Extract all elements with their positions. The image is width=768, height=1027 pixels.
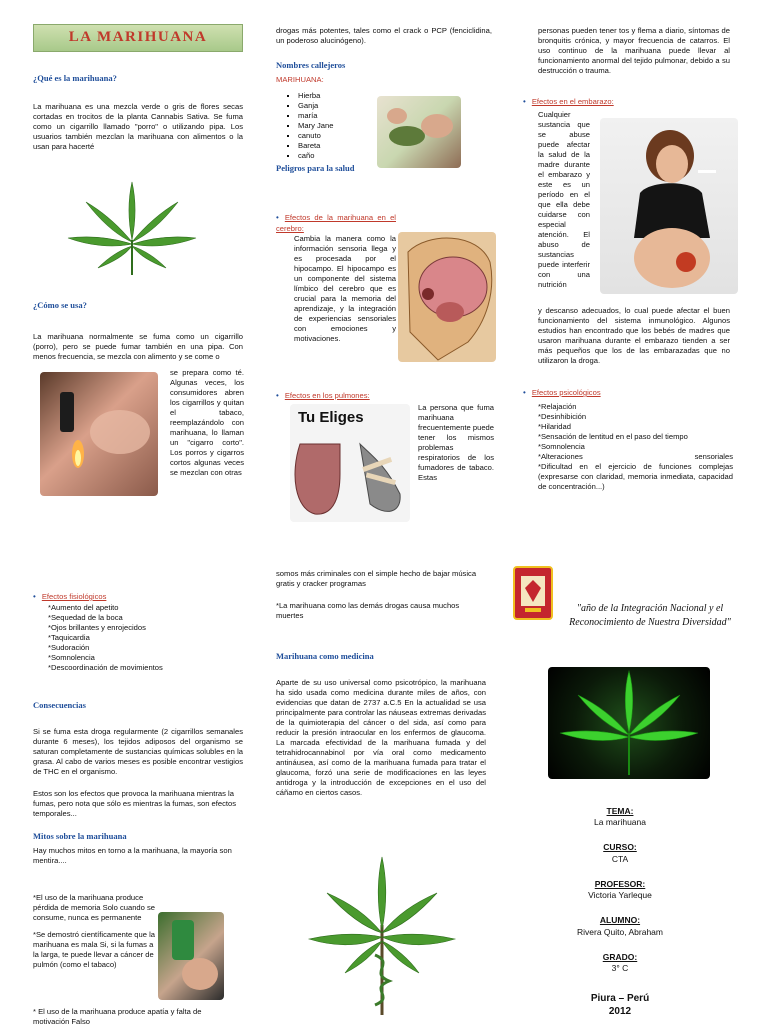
- col1-top: [33, 73, 243, 152]
- heading-nombres: Nombres callejeros: [276, 60, 346, 71]
- mito-3: * El uso de la marihuana produce apatía y falta de motivación Falso: [33, 1007, 202, 1027]
- list-item: *Dificultad en el ejercicio de funciones complejas (expresarse con claridad, memoria inmediata, capacidad de concentración...): [538, 461, 733, 491]
- list-item: *Somnolencia: [48, 652, 95, 662]
- title-banner: [33, 24, 243, 52]
- smoking-hand-photo: [158, 912, 224, 1000]
- place-text: Piura – Perú: [590, 993, 650, 1005]
- year-text: 2012: [608, 1006, 632, 1018]
- col3-embarazo-head: [523, 97, 733, 108]
- col2-cerebro: [276, 213, 396, 344]
- paragraph-continuacion: personas pueden tener tos y flema a diario, síntomas de bronquitis crónica, y mayor frecuencia de catarros. El uso continuo de la marihuana puede llevar al funcionamiento anormal del tejido pulmonar, debido a su destrucción o trauma.: [538, 26, 730, 76]
- grado-label: GRADO:: [602, 951, 638, 962]
- list-item: ▪ Mary Jane: [298, 121, 492, 131]
- col2-pulmones: [418, 403, 494, 483]
- cerebro-text: Cambia la manera como la información sensoria llega y es procesada por el hipocampo. El hipocampo es un componente del sistema límbico del cerebro que es crucial para la memoria del aprendizaje, y la integración de experiencias sensoriales con emociones y motivaciones.: [294, 233, 396, 343]
- embarazo-text-a: Cualquier sustancia que se abuse puede afectar la salud de la madre durante el embarazo y este es un período en el que ella debe cuidarse con especial atención. El abuso de sustancias puede interferir con una nutrición: [538, 110, 590, 290]
- list-item: *Ojos brillantes y enrojecidos: [48, 622, 146, 632]
- consecuencias-text: Si se fuma esta droga regularmente (2 cigarrillos semanales durante 6 meses), los tejidos adiposos del organismo se saturan completamente de sustancias químicas solubles en la grasa. Al cabo de varios meses es posible encontrar vestigios de THC en el organismo.: [33, 727, 243, 777]
- mitos-intro: Hay muchos mitos en torno a la marihuana, la mayoría son mentira....: [33, 845, 232, 865]
- heading-como-se-usa: ¿Cómo se usa?: [33, 300, 87, 310]
- pulmones-text: La persona que fuma marihuana frecuentemente puede tener los mismos problemas respiratorios de los fumadores de tabaco. Estas: [418, 403, 494, 483]
- list-item: *Somnolencia: [538, 441, 585, 451]
- list-item: *Sensación de lentitud en el paso del tiempo: [538, 431, 688, 441]
- consecuencias-text-2: Estos son los efectos que provoca la marihuana mientras la fumas, pero nota que sólo es mientras la fumas, son efectos temporales...: [33, 789, 237, 819]
- grado-value: 3° C: [611, 962, 629, 973]
- paragraph-pulmones-head: • Efectos en los pulmones:: [276, 391, 370, 400]
- paragraph-embarazo-head: • Efectos en el embarazo:: [523, 97, 614, 106]
- paragraph-psico-head: • Efectos psicológicos: [523, 388, 601, 397]
- list-item: ▪ maría: [298, 111, 492, 121]
- list-item: *Sudoración: [48, 642, 90, 652]
- tema-label: TEMA:: [606, 806, 634, 816]
- paragraph-muertes: *La marihuana como las demás drogas causa muchos muertes: [276, 601, 460, 621]
- heading-peligros: Peligros para la salud: [276, 163, 355, 174]
- col3-psico: [523, 388, 733, 492]
- fisio-heading: Efectos fisiológicos: [41, 592, 107, 601]
- list-item: *Alteraciones sensoriales: [538, 451, 733, 461]
- paragraph-drogas: drogas más potentes, tales como el crack o PCP (fenciclidina, un poderoso alucinógeno).: [276, 26, 492, 46]
- embarazo-text-b: y descanso adecuados, lo cual puede afectar el buen funcionamiento del sistema inmunológico. Algunos estudios han encontrado que los bebés de madres que usaron marihuana durante el embarazo tienden a ser más pequeños que los de las embarazadas que no utilizaron la droga.: [538, 306, 730, 366]
- profesor-value: Victoria Yarleque: [588, 890, 652, 901]
- heading-mitos: Mitos sobre la marihuana: [33, 831, 127, 842]
- col4-mitos: [33, 893, 155, 970]
- paragraph-criminales: somos más criminales con el simple hecho de bajar música gratis y cracker programas: [276, 569, 477, 589]
- page-title: LA MARIHUANA: [68, 29, 208, 46]
- list-item: *Desinhibición: [538, 411, 587, 421]
- paragraph-cerebro: • Efectos de la marihuana en el cerebro:: [276, 213, 396, 233]
- cerebro-heading: Efectos de la marihuana en el cerebro:: [276, 213, 396, 233]
- list-item: ▪ canuto: [298, 131, 492, 141]
- list-item: ▪ Hierba: [298, 91, 492, 101]
- list-item: *Hilaridad: [538, 421, 571, 431]
- heading-consecuencias: Consecuencias: [33, 700, 86, 710]
- cannabis-leaf-image: [58, 180, 206, 280]
- curso-value: CTA: [611, 853, 629, 864]
- col4-consecuencias: [33, 700, 243, 866]
- list-item: ▪ caño: [298, 151, 492, 161]
- nombres-subheading: MARIHUANA:: [276, 75, 324, 85]
- list-item: *Taquicardia: [48, 632, 90, 642]
- school-crest-logo: [513, 566, 553, 620]
- list-item: *Relajación: [538, 401, 577, 411]
- col3-embarazo-b: [538, 306, 730, 366]
- tu-eliges-text: Tu Eliges: [298, 409, 364, 426]
- col3-top: [538, 26, 730, 76]
- paragraph-como-a: La marihuana normalmente se fuma como un cigarrillo (porro), pero se puede fumar también en una pipa. Con menos frecuencia, se mezcla con alimento y se come o: [33, 332, 243, 362]
- paragraph-que-es: La marihuana es una mezcla verde o gris de flores secas cortadas en trocitos de la planta Cannabis Sativa. Se fuma como un cigarrillo llamado "porro" o utilizando pipa. Los usuarios también mezclan la marihuana con alimentos o la usan para hacerté: [33, 102, 243, 152]
- alumno-value: Rivera Quito, Abraham: [577, 926, 663, 937]
- psico-heading: Efectos psicológicos: [531, 388, 601, 397]
- mito-2: *Se demostró científicamente que la marihuana es mala Si, si la fumas a la larga, te puede llevar a cáncer de pulmón (como el tabaco): [33, 930, 155, 970]
- list-item: *Sequedad de la boca: [48, 612, 123, 622]
- col2-pulmones-head: [276, 391, 496, 402]
- heading-que-es: ¿Qué es la marihuana?: [33, 73, 117, 83]
- motto-text: "año de la Integración Nacional y el Reconocimiento de Nuestra Diversidad": [569, 603, 731, 628]
- pregnant-woman-photo: [600, 118, 738, 294]
- col1-como: [33, 300, 243, 362]
- paragraph-fisio-head: • Efectos fisiológicos: [33, 592, 107, 601]
- list-item: ▪ Bareta: [298, 141, 492, 151]
- col4-mito3: [33, 1007, 233, 1027]
- caduceus-leaf-image: [305, 855, 460, 1017]
- list-item: *Aumento del apetito: [48, 602, 119, 612]
- cover-info: [560, 806, 680, 1019]
- embarazo-heading: Efectos en el embarazo:: [531, 97, 614, 106]
- smoking-photo: [40, 372, 158, 496]
- heading-medicina: Marihuana como medicina: [276, 651, 374, 662]
- col5-top: [276, 569, 486, 798]
- col4-fisio: [33, 592, 248, 673]
- alumno-label: ALUMNO:: [599, 915, 641, 926]
- psico-list: [523, 402, 733, 492]
- fisio-list: [33, 603, 248, 673]
- pulmones-heading: Efectos en los pulmones:: [284, 391, 370, 400]
- medicina-text: Aparte de su uso universal como psicotrópico, la marihuana ha sido usada como medicina durante miles de años, con evidencias que datan de 2737 a.C.5 En la actualidad se usa principalmente para controlar las náuseas extremas derivadas de la quimioterapia del cáncer o del sida, así como para reducir la presión intraocular en los enfermos de glaucoma. La marcada efectividad de la marihuana fumada y del tetrahidrocannabinol por vía oral como medicamento antináusea, así como de la marihuana fumada para tratar el glaucoma, forzó una serie de modificaciones en las leyes antidroga y la introducción de excepciones en el uso del cáñamo en ciertos casos.: [276, 678, 486, 798]
- list-item: *Descoordinación de movimientos: [48, 662, 163, 672]
- rolling-photo: [377, 96, 461, 168]
- brain-illustration: [398, 232, 496, 362]
- lungs-tu-eliges-image: [290, 404, 410, 522]
- paragraph-como-b: se prepara como té. Algunas veces, los consumidores abren los cigarrillos y quitan el tabaco, reemplazándolo con marihuana, lo llaman un "cigarro corto". Los porros y cigarros cortos algunas veces se mezclan con otras: [170, 368, 244, 478]
- tema-value: La marihuana: [594, 817, 646, 828]
- green-leaf-dark-image: [548, 667, 710, 779]
- profesor-label: PROFESOR:: [594, 878, 646, 889]
- curso-label: CURSO:: [603, 842, 637, 853]
- mito-1: *El uso de la marihuana produce pérdida de memoria Solo cuando se consume, nunca es permanente: [33, 893, 155, 923]
- col1-como-b: [170, 368, 244, 478]
- col3-embarazo-a: [538, 110, 590, 290]
- list-item: ▪ Ganja: [298, 101, 492, 111]
